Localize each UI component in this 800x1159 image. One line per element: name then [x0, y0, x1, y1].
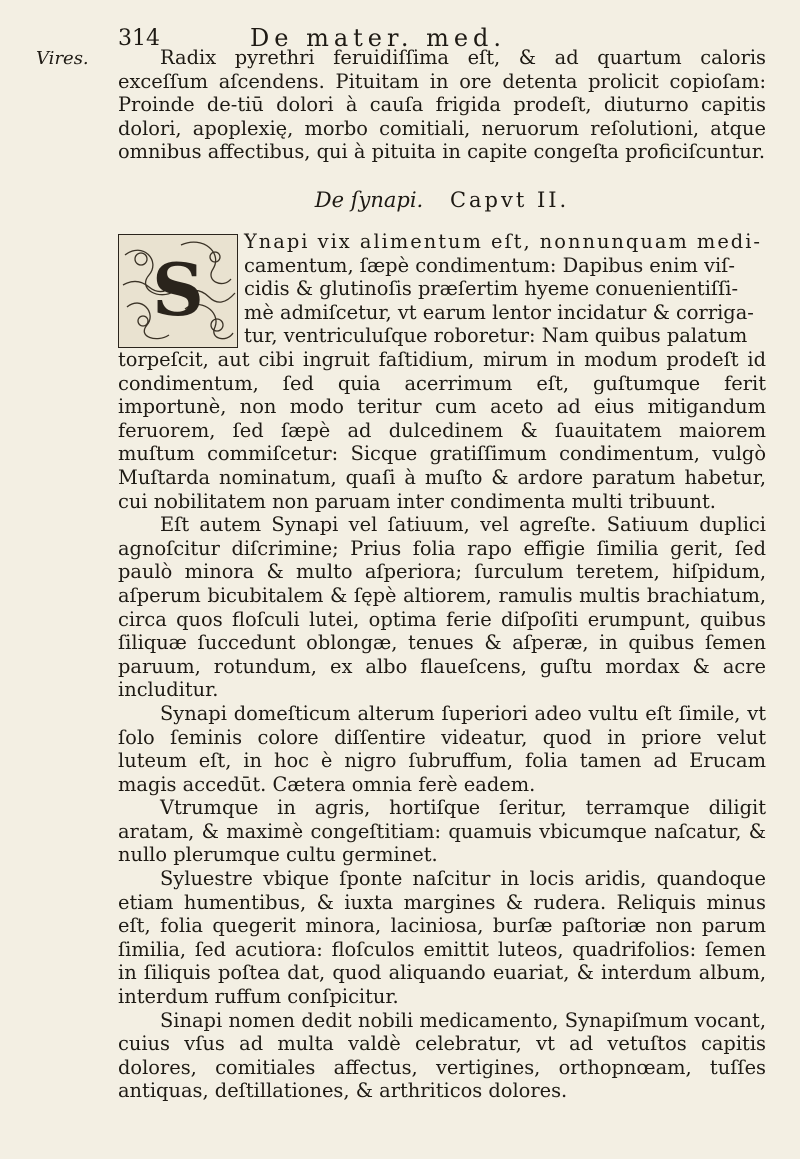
body-text: [118, 348, 766, 1103]
opening-line: tur, ventriculuſque roboretur: Nam quibus palatum: [244, 324, 748, 348]
chapter-caput: Capvt II.: [449, 188, 570, 212]
opening-lines: [244, 230, 766, 348]
body-paragraph: torpeſcit, aut cibi ingruit faſtidium, mirum in modum prodeſt id condimentum, ſed quia acerrimum eſt, guſtumque ferit importunè, non modo teritur cum aceto ad eius mitigandum feruorem, ſed ſæpè ad dulcedinem & ſuauitatem maiorem muſtum commiſcetur: Sicque gratiſſimum condimentum, vulgò Muſtarda nominatum, quaſi à muſto & ardore paratum habetur, cui nobilitatem non paruam inter condimenta multi tribuunt.: [118, 348, 766, 513]
opening-line: mè admiſcetur, vt earum lentor incidatur & corriga-: [244, 300, 754, 324]
opening-line: cidis & glutinoſis præſertim hyeme conuenientiſſi-: [244, 277, 739, 301]
paragraph-text: Radix pyrethri feruidiſſima eſt, & ad quartum caloris exceſſum aſcendens. Pituitam in ore detenta prolicit copioſam: Proinde de-tiū dolori à cauſa frigida prodeſt, diuturno capitis dolori, apoplexię, morbo comitiali, neruorum reſolutioni, atque omnibus affectibus, qui à pituita in capite congeſta proficiſcuntur.: [118, 46, 766, 164]
chapter-heading: [118, 188, 766, 212]
page-number: 314: [118, 26, 160, 51]
margin-note: Vires.: [36, 48, 89, 69]
body-paragraph: Synapi domeſticum alterum ſuperiori adeo vultu eſt ſimile, vt ſolo ſeminis colore diſſentire videatur, quod in priore velut luteum eſt, in hoc è nigro ſubruffum, folia tamen ad Erucam magis accedūt. Cætera omnia ferè eadem.: [118, 701, 766, 796]
chapter-name: ſynapi.: [350, 188, 424, 212]
opening-line: Ynapi vix alimentum eſt, nonnunquam medi-: [244, 230, 762, 253]
body-paragraph: Syluestre vbique ſponte naſcitur in locis aridis, quandoque etiam humentibus, & iuxta margines & rudera. Reliquis minus eſt, folia quegerit minora, laciniosa, burſæ paſtoriæ non parum ſimilia, ſed acutiora: floſculos emittit luteos, quadrifolios: ſemen in ſiliquis poſtea dat, quod aliquando euariat, & interdum album, interdum ruffum conſpicitur.: [118, 867, 766, 1009]
opening-line: camentum, ſæpè condimentum: Dapibus enim viſ-: [244, 253, 735, 277]
ornament-initial-s-icon: [119, 235, 237, 347]
body-paragraph: Eſt autem Synapi vel ſatiuum, vel agreſte. Satiuum duplici agnoſcitur diſcrimine; Prius folia rapo effigie ſimilia gerit, ſed paulò minora & multo aſperiora; ſurculum teretem, hiſpidum, aſperum bicubitalem & ſępè altiorem, ramulis multis brachiatum, circa quos floſculi lutei, optima ferie diſpoſiti erumpunt, quibus ſiliquæ ſuccedunt oblongæ, tenues & aſperæ, in quibus ſemen paruum, rotundum, ex albo flaueſcens, guſtu mordax & acre includitur.: [118, 513, 766, 702]
body-paragraph: Vtrumque in agris, hortiſque ſeritur, terramque diligit aratam, & maximè congeſtitiam: quamuis vbicumque naſcatur, & nullo plerumque cultu germinet.: [118, 796, 766, 867]
decorated-initial: [118, 234, 238, 348]
chapter-de: De: [314, 188, 345, 212]
body-paragraph: Sinapi nomen dedit nobili medicamento, Synapiſmum vocant, cuius vſus ad multa valdè celebratur, vt ad vetuſtos capitis dolores, comitiales affectus, vertigines, orthopnœam, tuſſes antiquas, deſtillationes, & arthriticos dolores.: [118, 1008, 766, 1103]
paragraph-radix: [118, 46, 766, 164]
initial-letter: S: [152, 247, 204, 332]
running-title: De mater. med.: [250, 24, 507, 52]
